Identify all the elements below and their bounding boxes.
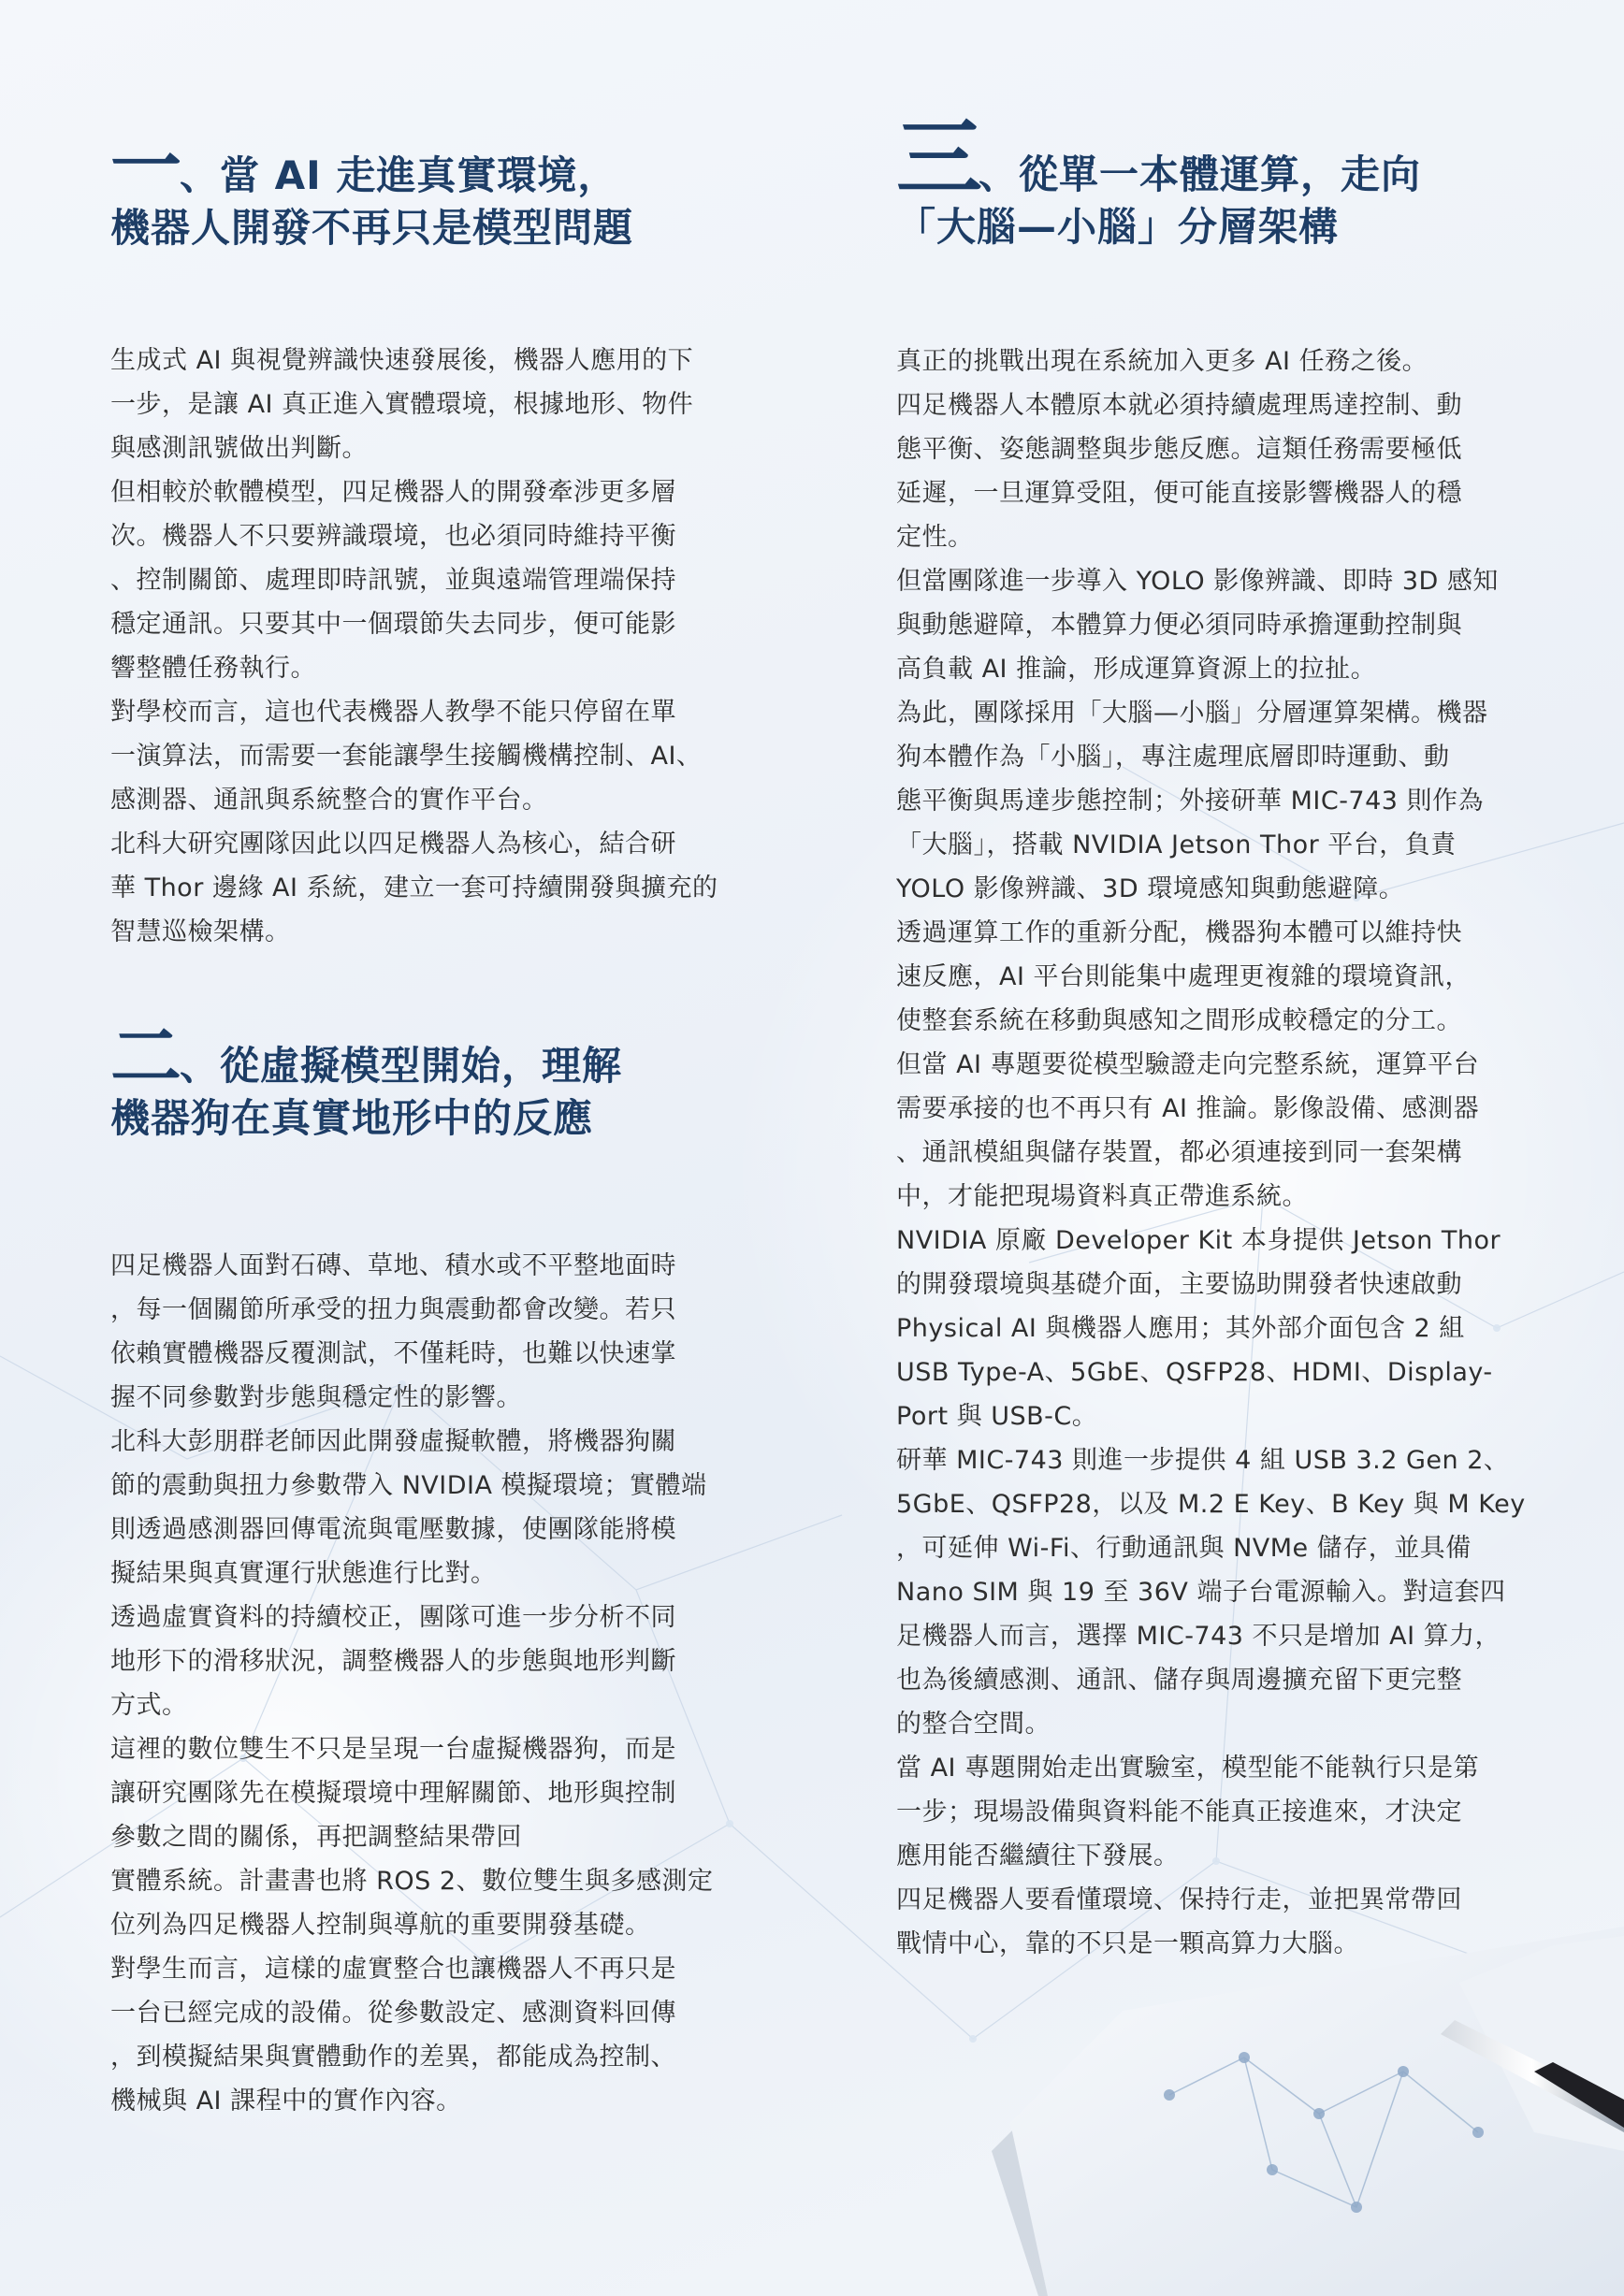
section-3-paragraph: 但當團隊進一步導入 YOLO 影像辨識、即時 3D 感知 與動態避障，本體算力便必須同時承擔運動控制與 高負載 AI 推論，形成運算資源上的拉扯。 [896,567,1499,684]
section-2-title [110,1015,747,1145]
section-3-paragraph: 但當 AI 專題要從模型驗證走向完整系統，運算平台 需要承接的也不再只有 AI 推論。影像設備、感測器 、通訊模組與儲存裝置，都必須連接到同一套架構 中，才能把現場資料真正帶進系統。 [896,1050,1480,1211]
left-column [110,124,747,2123]
section-2-paragraph: 透過虛實資料的持續校正，團隊可進一步分析不同 地形下的滑移狀況，調整機器人的步態與地形判斷 方式。 [110,1603,676,1720]
section-2-title-line1 [110,1015,747,1098]
section-2-paragraph: 四足機器人面對石磚、草地、積水或不平整地面時 ，每一個關節所承受的扭力與震動都會改變。若只 依賴實體機器反覆測試，不僅耗時，也難以快速掌 握不同參數對步態與穩定性的影響。 [110,1251,676,1412]
section-3-paragraph: 為此，團隊採用「大腦—小腦」分層運算架構。機器 狗本體作為「小腦」，專注處理底層即時運動、動 態平衡與馬達步態控制；外接研華 MIC-743 則作為 「大腦」，搭載 NVIDIA Jetson Thor 平台，負責 YOLO 影像辨識、3D 環境感知與動態避障。 [896,699,1488,903]
section-3-body [896,339,1532,1966]
section-2-title-text2: 機器狗在真實地形中的反應 [110,1095,594,1141]
section-1-body [110,339,747,954]
section-3-paragraph: 研華 MIC-743 則進一步提供 4 組 USB 3.2 Gen 2、 5GbE、QSFP28，以及 M.2 E Key、B Key 與 M Key ，可延伸 Wi-Fi、行動通訊與 NVMe 儲存，並具備 Nano SIM 與 19 至 36V 端子台電源輸入。對這套四 足機器人而言，選擇 MIC-743 不只是增加 AI 算力， 也為後續感測、通訊、儲存與周邊擴充留下更完整 的整合空間。 [896,1446,1526,1739]
section-3-title-line1 [896,108,1532,209]
section-1-paragraph: 但相較於軟體模型，四足機器人的開發牽涉更多層 次。機器人不只要辨識環境，也必須同時維持平衡 、控制關節、處理即時訊號，並與遠端管理端保持 穩定通訊。只要其中一個環節失去同步，便可能影 響整體任務執行。 [110,478,676,683]
section-2-paragraph: 北科大彭朋群老師因此開發虛擬軟體，將機器狗關 節的震動與扭力參數帶入 NVIDIA 模擬環境；實體端 則透過感測器回傳電流與電壓數據，使團隊能將模 擬結果與真實運行狀態進行比對。 [110,1427,707,1588]
section-3-title [896,108,1532,253]
section-2-paragraph: 這裡的數位雙生不只是呈現一台虛擬機器狗，而是 讓研究團隊先在模擬環境中理解關節、地形與控制 參數之間的關係，再把調整結果帶回 實體系統。計畫書也將 ROS 2、數位雙生與多感測定 位列為四足機器人控制與導航的重要開發基礎。 [110,1735,714,1940]
section-1-paragraph: 對學校而言，這也代表機器人教學不能只停留在單 一演算法，而需要一套能讓學生接觸機構控制、AI、 感測器、通訊與系統整合的實作平台。 [110,698,703,815]
section-3-paragraph: 四足機器人要看懂環境、保持行走，並把異常帶回 戰情中心，靠的不只是一顆高算力大腦。 [896,1885,1462,1958]
section-2-paragraph: 對學生而言，這樣的虛實整合也讓機器人不再只是 一台已經完成的設備。從參數設定、感測資料回傳 ，到模擬結果與實體動作的差異，都能成為控制、 機械與 AI 課程中的實作內容。 [110,1955,676,2115]
right-column [896,108,1532,1966]
notebook-illustration [992,1927,1624,2296]
section-2-body [110,1244,747,2123]
section-3-paragraph: NVIDIA 原廠 Developer Kit 本身提供 Jetson Thor 的開發環境與基礎介面，主要協助開發者快速啟動 Physical AI 與機器人應用；其外部介面包含 2 組 USB Type-A、5GbE、QSFP28、HDMI、Display- Port 與 USB-C。 [896,1226,1501,1431]
section-2-numeral: 二 [110,1015,178,1098]
section-3-paragraph: 當 AI 專題開始走出實驗室，模型能不能執行只是第 一步；現場設備與資料能不能真正接進來，才決定 應用能否繼續往下發展。 [896,1754,1480,1870]
section-1-title-text1: 、當 AI 走進真實環境， [180,152,618,198]
section-1-title [110,124,747,254]
section-2-title-text1: 、從虛擬模型開始，理解 [180,1043,623,1089]
section-3-title-text2: 「大腦—小腦」分層架構 [896,204,1340,250]
section-3-paragraph: 四足機器人本體原本就必須持續處理馬達控制、動 態平衡、姿態調整與步態反應。這類任務需要極低 延遲，一旦運算受阻，便可能直接影響機器人的穩 定性。 [896,391,1462,552]
section-1-title-text2: 機器人開發不再只是模型問題 [110,205,634,251]
section-3-title-text1: 、從單一本體運算，走向 [979,152,1422,197]
section-3-paragraph: 真正的挑戰出現在系統加入更多 AI 任務之後。 [896,347,1428,376]
section-1-paragraph: 生成式 AI 與視覺辨識快速發展後，機器人應用的下 一步，是讓 AI 真正進入實體環境，根據地形、物件 與感測訊號做出判斷。 [110,346,694,463]
section-3-paragraph: 透過運算工作的重新分配，機器狗本體可以維持快 速反應，AI 平台則能集中處理更複雜的環境資訊， 使整套系統在移動與感知之間形成較穩定的分工。 [896,918,1472,1035]
section-1-numeral: 一 [110,124,178,208]
section-3-numeral: 三 [896,108,978,209]
section-1-paragraph: 北科大研究團隊因此以四足機器人為核心，結合研 華 Thor 邊緣 AI 系統，建立一套可持續開發與擴充的 智慧巡檢架構。 [110,830,718,946]
section-1-title-line1 [110,124,747,208]
